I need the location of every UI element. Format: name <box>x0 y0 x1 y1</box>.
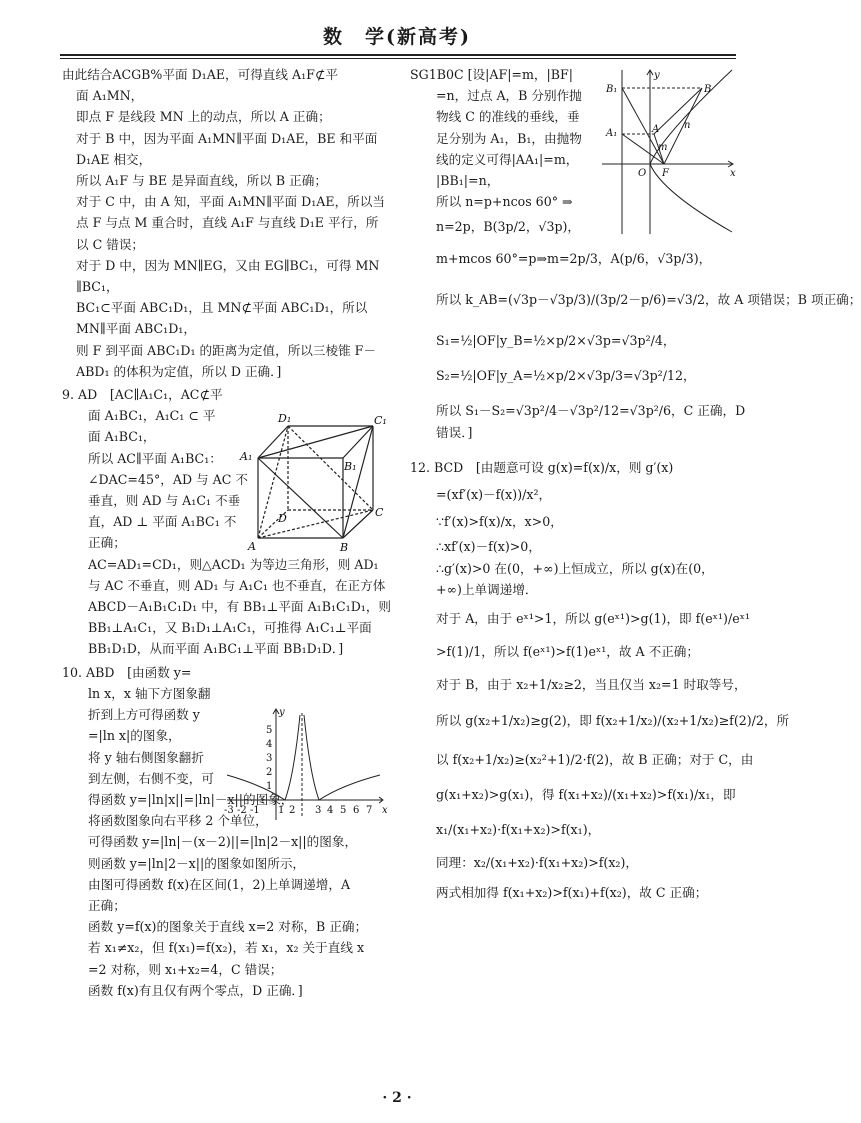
page-header: 数 学(新高考) <box>323 26 471 48</box>
text-line: =n，过点 A，B 分别作抛 <box>436 88 582 104</box>
text-line <box>62 384 392 405</box>
text-line: 直，AD ⊥ 平面 A₁BC₁ 不 <box>88 514 237 530</box>
text-line: 则 F 到平面 ABC₁D₁ 的距离为定值，所以三棱锥 F－ <box>76 342 376 358</box>
text-span: ABD [由函数 y= <box>86 664 192 680</box>
text-line: 两式相加得 f(x₁+x₂)>f(x₁)+f(x₂)，故 C 正确； <box>436 884 708 900</box>
page-number: · 2 · <box>382 1090 412 1106</box>
text-line: 以 f(x₂+1/x₂)≥(x₂²+1)/2·f(2)，故 B 正确；对于 C，由 <box>436 751 754 767</box>
text-span: AD [AC∥A₁C₁，AC⊄平 <box>78 387 223 403</box>
header-rule-thin <box>60 58 736 59</box>
cube-label: C₁ <box>374 414 387 427</box>
text-line: 函数 y=f(x)的图象关于直线 x=2 对称，B 正确； <box>88 919 368 935</box>
graph-tick: 4 <box>327 805 334 816</box>
text-line: BB₁⊥A₁C₁，又 B₁D₁⊥A₁C₁，可推得 A₁C₁⊥平面 <box>88 620 372 636</box>
text-line <box>410 457 735 478</box>
graph-tick: 5 <box>266 725 273 736</box>
text-line: 正确； <box>88 535 126 551</box>
text-line: +∞)上单调递增． <box>436 581 538 597</box>
text-span: BCD [由题意可设 g(x)=f(x)/x，则 g′(x) <box>434 459 674 475</box>
graph-tick: -3 <box>224 805 234 816</box>
text-line: S₂=½|OF|y_A=½×p/2×√3p/3=√3p²/12， <box>436 368 696 384</box>
graph-axis-label: x <box>382 805 388 816</box>
graph-axis-label: y <box>279 707 285 718</box>
text-line: AC=AD₁=CD₁，则△ACD₁ 为等边三角形，则 AD₁ <box>88 556 379 572</box>
text-line: 函数 f(x)有且仅有两个零点，D 正确．] <box>88 982 303 998</box>
text-line: BB₁D₁D，从而平面 A₁BC₁⊥平面 BB₁D₁D．] <box>88 641 344 657</box>
text-line: 所以 S₁－S₂=√3p²/4－√3p²/12=√3p²/6，C 正确，D <box>436 403 746 419</box>
graph-label: n <box>684 120 691 131</box>
text-line: 以 C 错误； <box>76 236 145 252</box>
text-line: 对于 D 中，因为 MN∥EG，又由 EG∥BC₁，可得 MN <box>76 257 380 273</box>
graph-tick: 6 <box>353 805 360 816</box>
text-line: 对于 B 中，因为平面 A₁MN∥平面 D₁AE，BE 和平面 <box>76 130 378 146</box>
text-line: 对于 C 中，由 A 知，平面 A₁MN∥平面 D₁AE，所以当 <box>76 194 385 210</box>
parabola-figure <box>592 66 742 236</box>
text-line: 错误．] <box>436 424 473 440</box>
text-line: 对于 A，由于 eˣ¹>1，所以 g(eˣ¹)>g(1)，即 f(eˣ¹)/eˣ¹ <box>436 611 751 627</box>
text-line: =(xf′(x)－f(x))/x²， <box>436 487 552 503</box>
text-line: g(x₁+x₂)>g(x₁)，得 f(x₁+x₂)/(x₁+x₂)>f(x₁)/x₁，即 <box>436 787 736 803</box>
text-line: ∠DAC=45°，AD 与 AC 不 <box>88 471 248 487</box>
text-line: >f(1)/1，所以 f(eˣ¹)>f(1)eˣ¹，故 A 不正确； <box>436 644 699 660</box>
text-line: 足分别为 A₁，B₁，由抛物 <box>436 130 582 146</box>
text-line: D₁AE 相交， <box>76 151 152 167</box>
cube-label: A₁ <box>240 450 253 463</box>
text-line: 由此结合ACGB%平面 D₁AE，可得直线 A₁F⊄平 <box>62 67 339 82</box>
cube-label: D₁ <box>278 412 292 425</box>
graph-tick: 1 <box>278 805 285 816</box>
text-line: 对于 B，由于 x₂+1/x₂≥2，当且仅当 x₂=1 时取等号， <box>436 677 747 693</box>
header-rule-thick <box>60 54 736 56</box>
graph-label: F <box>662 168 669 179</box>
text-line: x₁/(x₁+x₂)·f(x₁+x₂)>f(x₁)， <box>436 822 601 838</box>
graph-tick: -2 <box>237 805 247 816</box>
text-line: 点 F 与点 M 重合时，直线 A₁F 与直线 D₁E 平行，所 <box>76 215 379 231</box>
graph-tick: 2 <box>289 805 296 816</box>
cube-label: A <box>248 540 256 553</box>
text-line: 面 A₁BC₁，A₁C₁ ⊂ 平 <box>88 408 216 424</box>
text-line: ∴g′(x)>0 在(0，+∞)上恒成立，所以 g(x)在(0， <box>436 560 714 576</box>
graph-tick: -1 <box>250 805 260 816</box>
text-line: SG1B0C [设|AF|=m，|BF| <box>410 67 573 82</box>
text-line: 则函数 y=|ln|2－x||的图象如图所示， <box>88 855 306 871</box>
text-line: ∥BC₁， <box>76 279 119 295</box>
text-line: 所以 AC∥平面 A₁BC₁： <box>88 450 222 466</box>
graph-label: x <box>730 168 736 179</box>
graph-tick: 2 <box>266 767 273 778</box>
text-line: =|ln x|的图象， <box>88 728 181 744</box>
text-line: 面 A₁MN， <box>76 88 144 104</box>
graph-tick: 5 <box>340 805 347 816</box>
text-line: 将函数图象向右平移 2 个单位， <box>88 813 268 829</box>
graph-label: A₁ <box>606 128 618 139</box>
q8-continuation <box>62 64 392 382</box>
text-line: 同理：x₂/(x₁+x₂)·f(x₁+x₂)>f(x₂)， <box>436 855 638 871</box>
text-line: n=2p，B(3p/2，√3p)， <box>436 219 581 235</box>
text-line: 所以 n=p+ncos 60° ⇒ <box>436 194 573 210</box>
text-line: 物线 C 的准线的垂线，垂 <box>436 109 580 125</box>
text-line: 所以 A₁F 与 BE 是异面直线，所以 B 正确； <box>76 173 327 189</box>
graph-tick: 4 <box>266 739 273 750</box>
graph-tick: 3 <box>315 805 322 816</box>
text-line: 将 y 轴右侧图象翻折 <box>88 749 204 765</box>
text-line: BC₁⊂平面 ABC₁D₁，且 MN⊄平面 ABC₁D₁，所以 <box>76 300 368 316</box>
text-line: 到左侧，右侧不变，可 <box>88 770 214 786</box>
text-line: m+mcos 60°=p⇒m=2p/3，A(p/6，√3p/3)， <box>436 250 712 266</box>
text-line: 正确； <box>88 897 126 913</box>
question-number: 12. <box>410 459 431 475</box>
graph-label: B <box>704 84 712 95</box>
text-line: =2 对称，则 x₁+x₂=4，C 错误； <box>88 961 283 977</box>
text-line: ∵f′(x)>f(x)/x，x>0， <box>436 514 563 530</box>
cube-label: B <box>340 541 349 554</box>
text-line: 与 AC 不垂直，则 AD₁ 与 A₁C₁ 也不垂直，在正方体 <box>88 577 386 593</box>
graph-label: B₁ <box>606 84 618 95</box>
text-line: 面 A₁BC₁， <box>88 429 156 445</box>
text-line: 即点 F 是线段 MN 上的动点，所以 A 正确； <box>76 109 331 125</box>
graph-tick: 1 <box>266 781 273 792</box>
question-number: 10. <box>62 664 83 680</box>
text-line: ABCD－A₁B₁C₁D₁ 中，有 BB₁⊥平面 A₁B₁C₁D₁，则 <box>88 599 392 615</box>
cube-label: B₁ <box>344 460 357 473</box>
question-number: 9. <box>62 387 75 403</box>
text-line: 可得函数 y=|ln|－(x－2)||=|ln|2－x||的图象， <box>88 834 358 850</box>
text-line: ln x，x 轴下方图象翻 <box>88 685 211 701</box>
graph-label: y <box>654 70 660 81</box>
graph-tick: 3 <box>266 753 273 764</box>
text-line: |BB₁|=n， <box>436 173 500 189</box>
graph-tick: 7 <box>366 805 373 816</box>
text-line: 所以 g(x₂+1/x₂)≥g(2)，即 f(x₂+1/x₂)/(x₂+1/x₂)≥f(2)/2，所 <box>436 712 790 728</box>
cube-label: C <box>375 506 384 519</box>
text-line: 垂直，则 AD 与 A₁C₁ 不垂 <box>88 493 241 509</box>
cube-label: D <box>278 512 287 525</box>
graph-label: A <box>652 124 660 135</box>
q12-block <box>410 457 790 903</box>
text-line: 所以 k_AB=(√3p－√3p/3)/(3p/2－p/6)=√3/2，故 A 项错误；B 项正确； <box>436 291 861 307</box>
text-line <box>62 662 392 683</box>
text-line: ABD₁ 的体积为定值，所以 D 正确．] <box>76 363 282 379</box>
text-line: 得函数 y=|ln|x||=|ln|－x||的图象， <box>88 791 294 807</box>
text-line: S₁=½|OF|y_B=½×p/2×√3p=√3p²/4， <box>436 333 676 349</box>
text-line: ∴xf′(x)－f(x)>0， <box>436 539 541 555</box>
text-line: 若 x₁≠x₂，但 f(x₁)=f(x₂)，若 x₁，x₂ 关于直线 x <box>88 940 365 956</box>
text-line: 由图可得函数 f(x)在区间(1，2)上单调递增，A <box>88 876 351 892</box>
cube-figure <box>238 410 388 555</box>
ln-graph-figure <box>222 705 392 825</box>
graph-label: m <box>658 142 668 153</box>
graph-label: O <box>638 168 647 179</box>
text-line: 线的定义可得|AA₁|=m， <box>436 151 579 167</box>
text-line: 折到上方可得函数 y <box>88 707 200 723</box>
text-line: MN∥平面 ABC₁D₁， <box>76 321 196 337</box>
